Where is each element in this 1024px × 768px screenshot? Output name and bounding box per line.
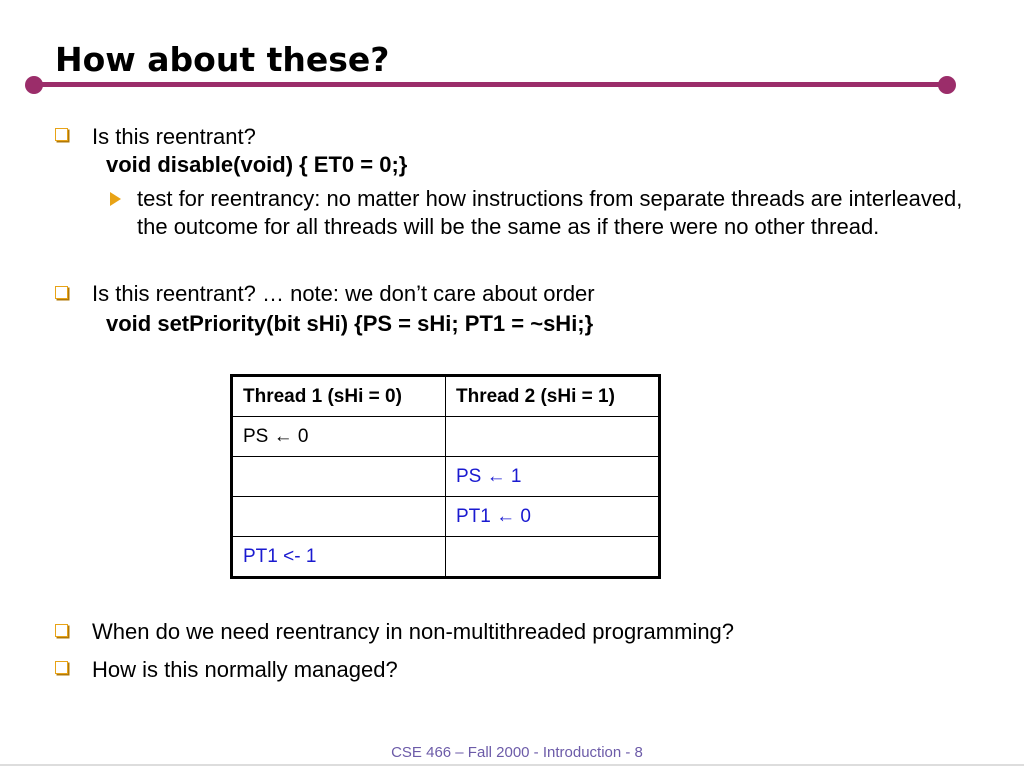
table-row (232, 457, 660, 497)
bottom-edge-line (0, 764, 1024, 766)
table-cell (446, 537, 660, 578)
bullet-square-icon (55, 128, 68, 141)
bullet-1-subtext: test for reentrancy: no matter how instructions from separate threads are interleaved, the outcome for all threads will be the same as if there were no other thread. (137, 186, 963, 239)
table-cell: PT1 <- 1 (232, 537, 446, 578)
table-row (232, 537, 660, 578)
slide-title: How about these? (55, 40, 390, 79)
bullet-4-text: How is this normally managed? (92, 657, 398, 682)
bullet-3-text: When do we need reentrancy in non-multithreaded programming? (92, 619, 735, 644)
bullet-square-icon (55, 624, 68, 637)
sub-bullet-arrow-icon (110, 192, 121, 206)
thread-interleaving-table (230, 374, 661, 579)
bullet-2-text: Is this reentrant? … note: we don’t care about order (92, 281, 595, 306)
bullet-1-code: void disable(void) { ET0 = 0;} (106, 152, 408, 177)
table-cell: PT1 ← 0 (446, 497, 660, 537)
table-cell: PS ← 1 (446, 457, 660, 497)
table-cell (232, 457, 446, 497)
table-header-thread1: Thread 1 (sHi = 0) (232, 376, 446, 417)
table-row (232, 417, 660, 457)
bullet-1-text: Is this reentrant? (92, 124, 256, 149)
title-divider (34, 82, 948, 87)
bullet-square-icon (55, 286, 68, 299)
slide-footer: CSE 466 – Fall 2000 - Introduction - 8 (391, 744, 643, 761)
table-header-thread2: Thread 2 (sHi = 1) (446, 376, 660, 417)
bullet-2-code: void setPriority(bit sHi) {PS = sHi; PT1 = ~sHi;} (106, 311, 594, 336)
table-row (232, 497, 660, 537)
table-cell (446, 417, 660, 457)
divider-right-dot (938, 76, 956, 94)
bullet-square-icon (55, 661, 68, 674)
divider-left-dot (25, 76, 43, 94)
table-cell (232, 497, 446, 537)
table-cell: PS ← 0 (232, 417, 446, 457)
table-header-row (232, 376, 660, 417)
